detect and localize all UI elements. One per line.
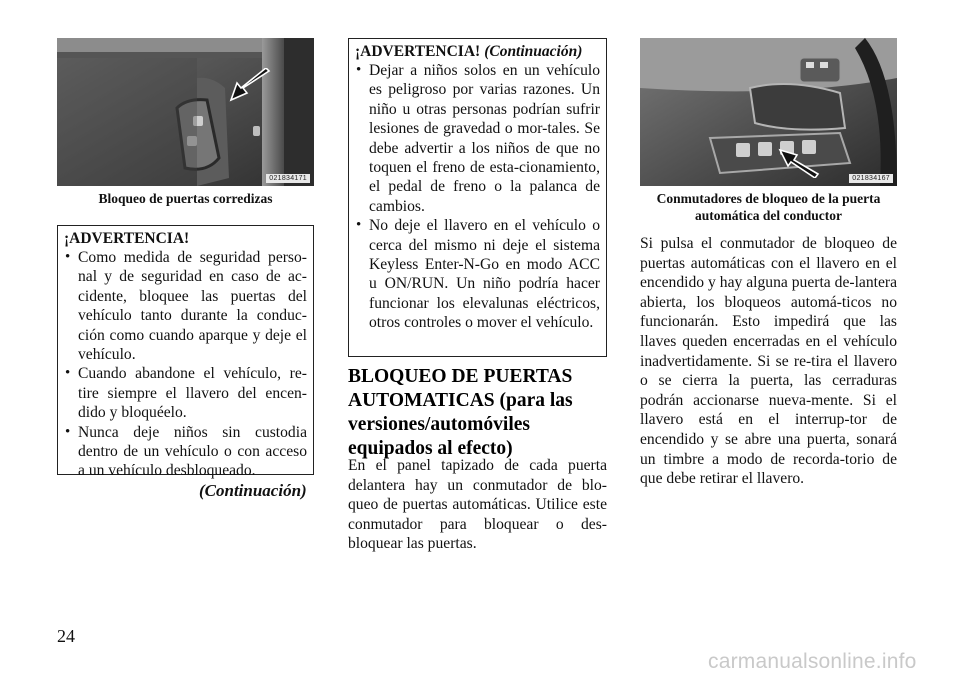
driver-door-switch-photo: [640, 38, 897, 186]
arrow-icon: [229, 68, 273, 104]
warning-list: [64, 248, 307, 481]
continued-label: (Continuación): [199, 481, 307, 500]
watermark: carmanualsonline.info: [708, 650, 917, 673]
warning-title: ¡ADVERTENCIA!: [64, 230, 190, 247]
sliding-door-lock-photo: [57, 38, 314, 186]
warning-continued-box: [348, 38, 607, 357]
photo-code: 021834171: [266, 174, 310, 183]
photo-caption: Conmutadores de bloqueo de la puerta automática del conductor: [656, 191, 881, 223]
warning-box: [57, 225, 314, 480]
warning-item: • Nunca deje niños sin custodia dentro de un vehículo o con acceso a un vehículo desbloqueado.: [64, 423, 307, 481]
arrow-icon: [778, 146, 820, 178]
page-number: 24: [57, 626, 75, 646]
section-heading: BLOQUEO DE PUERTAS AUTOMATICAS (para las versiones/automóviles equipados al efecto): [348, 366, 573, 459]
body-paragraph: Si pulsa el conmutador de bloqueo de puertas automáticas con el llavero en el encendido y hay alguna puerta de-lantera abierta, los bloqueos automá-ticos no funcionarán. Esto impedirá que las llaves queden encerradas en el vehículo inadvertidamente. Si se re-tira el llavero o se cierra la puerta, las cerraduras podrán accionarse nueva-mente. Si el llavero está en el interrup-tor de encendido y se abre una puerta, sonará un timbre a modo de recorda-torio de que debe retirar el llavero.: [640, 235, 897, 488]
photo-code: 021834167: [849, 174, 893, 183]
warning-item: • No deje el llavero en el vehículo o cerca del mismo ni deje el sistema Keyless Enter-N-Go en modo ACC u ON/RUN. Un niño podría hacer funcionar los elevalunas eléctricos, otros controles o mover el vehículo.: [355, 216, 600, 332]
warning-item: • Cuando abandone el vehículo, re-tire siempre el llavero del encen-dido y bloquéelo.: [64, 364, 307, 422]
warning-title: [355, 42, 600, 61]
body-paragraph: En el panel tapizado de cada puerta delantera hay un conmutador de blo-queo de puertas automáticas. Utilice este conmutador para bloquear o des-bloquear las puertas.: [348, 457, 607, 553]
warning-title-suffix: (Continuación): [484, 43, 583, 60]
warning-list: [355, 61, 600, 333]
warning-item: • Dejar a niños solos en un vehículo es peligroso por varias razones. Un niño u otras personas podrían sufrir lesiones de gravedad o mor-tales. Se debe advertir a los niños de que no toquen el freno de esta-cionamiento, el pedal de freno o la palanca de cambios.: [355, 61, 600, 216]
warning-item: • Como medida de seguridad perso-nal y de seguridad en caso de ac-cidente, bloquee las puertas del vehículo tanto durante la conduc-ción como cuando aparque y deje el vehículo.: [64, 248, 307, 364]
warning-title-text: ¡ADVERTENCIA!: [355, 43, 481, 60]
photo-caption: Bloqueo de puertas corredizas: [98, 191, 273, 206]
